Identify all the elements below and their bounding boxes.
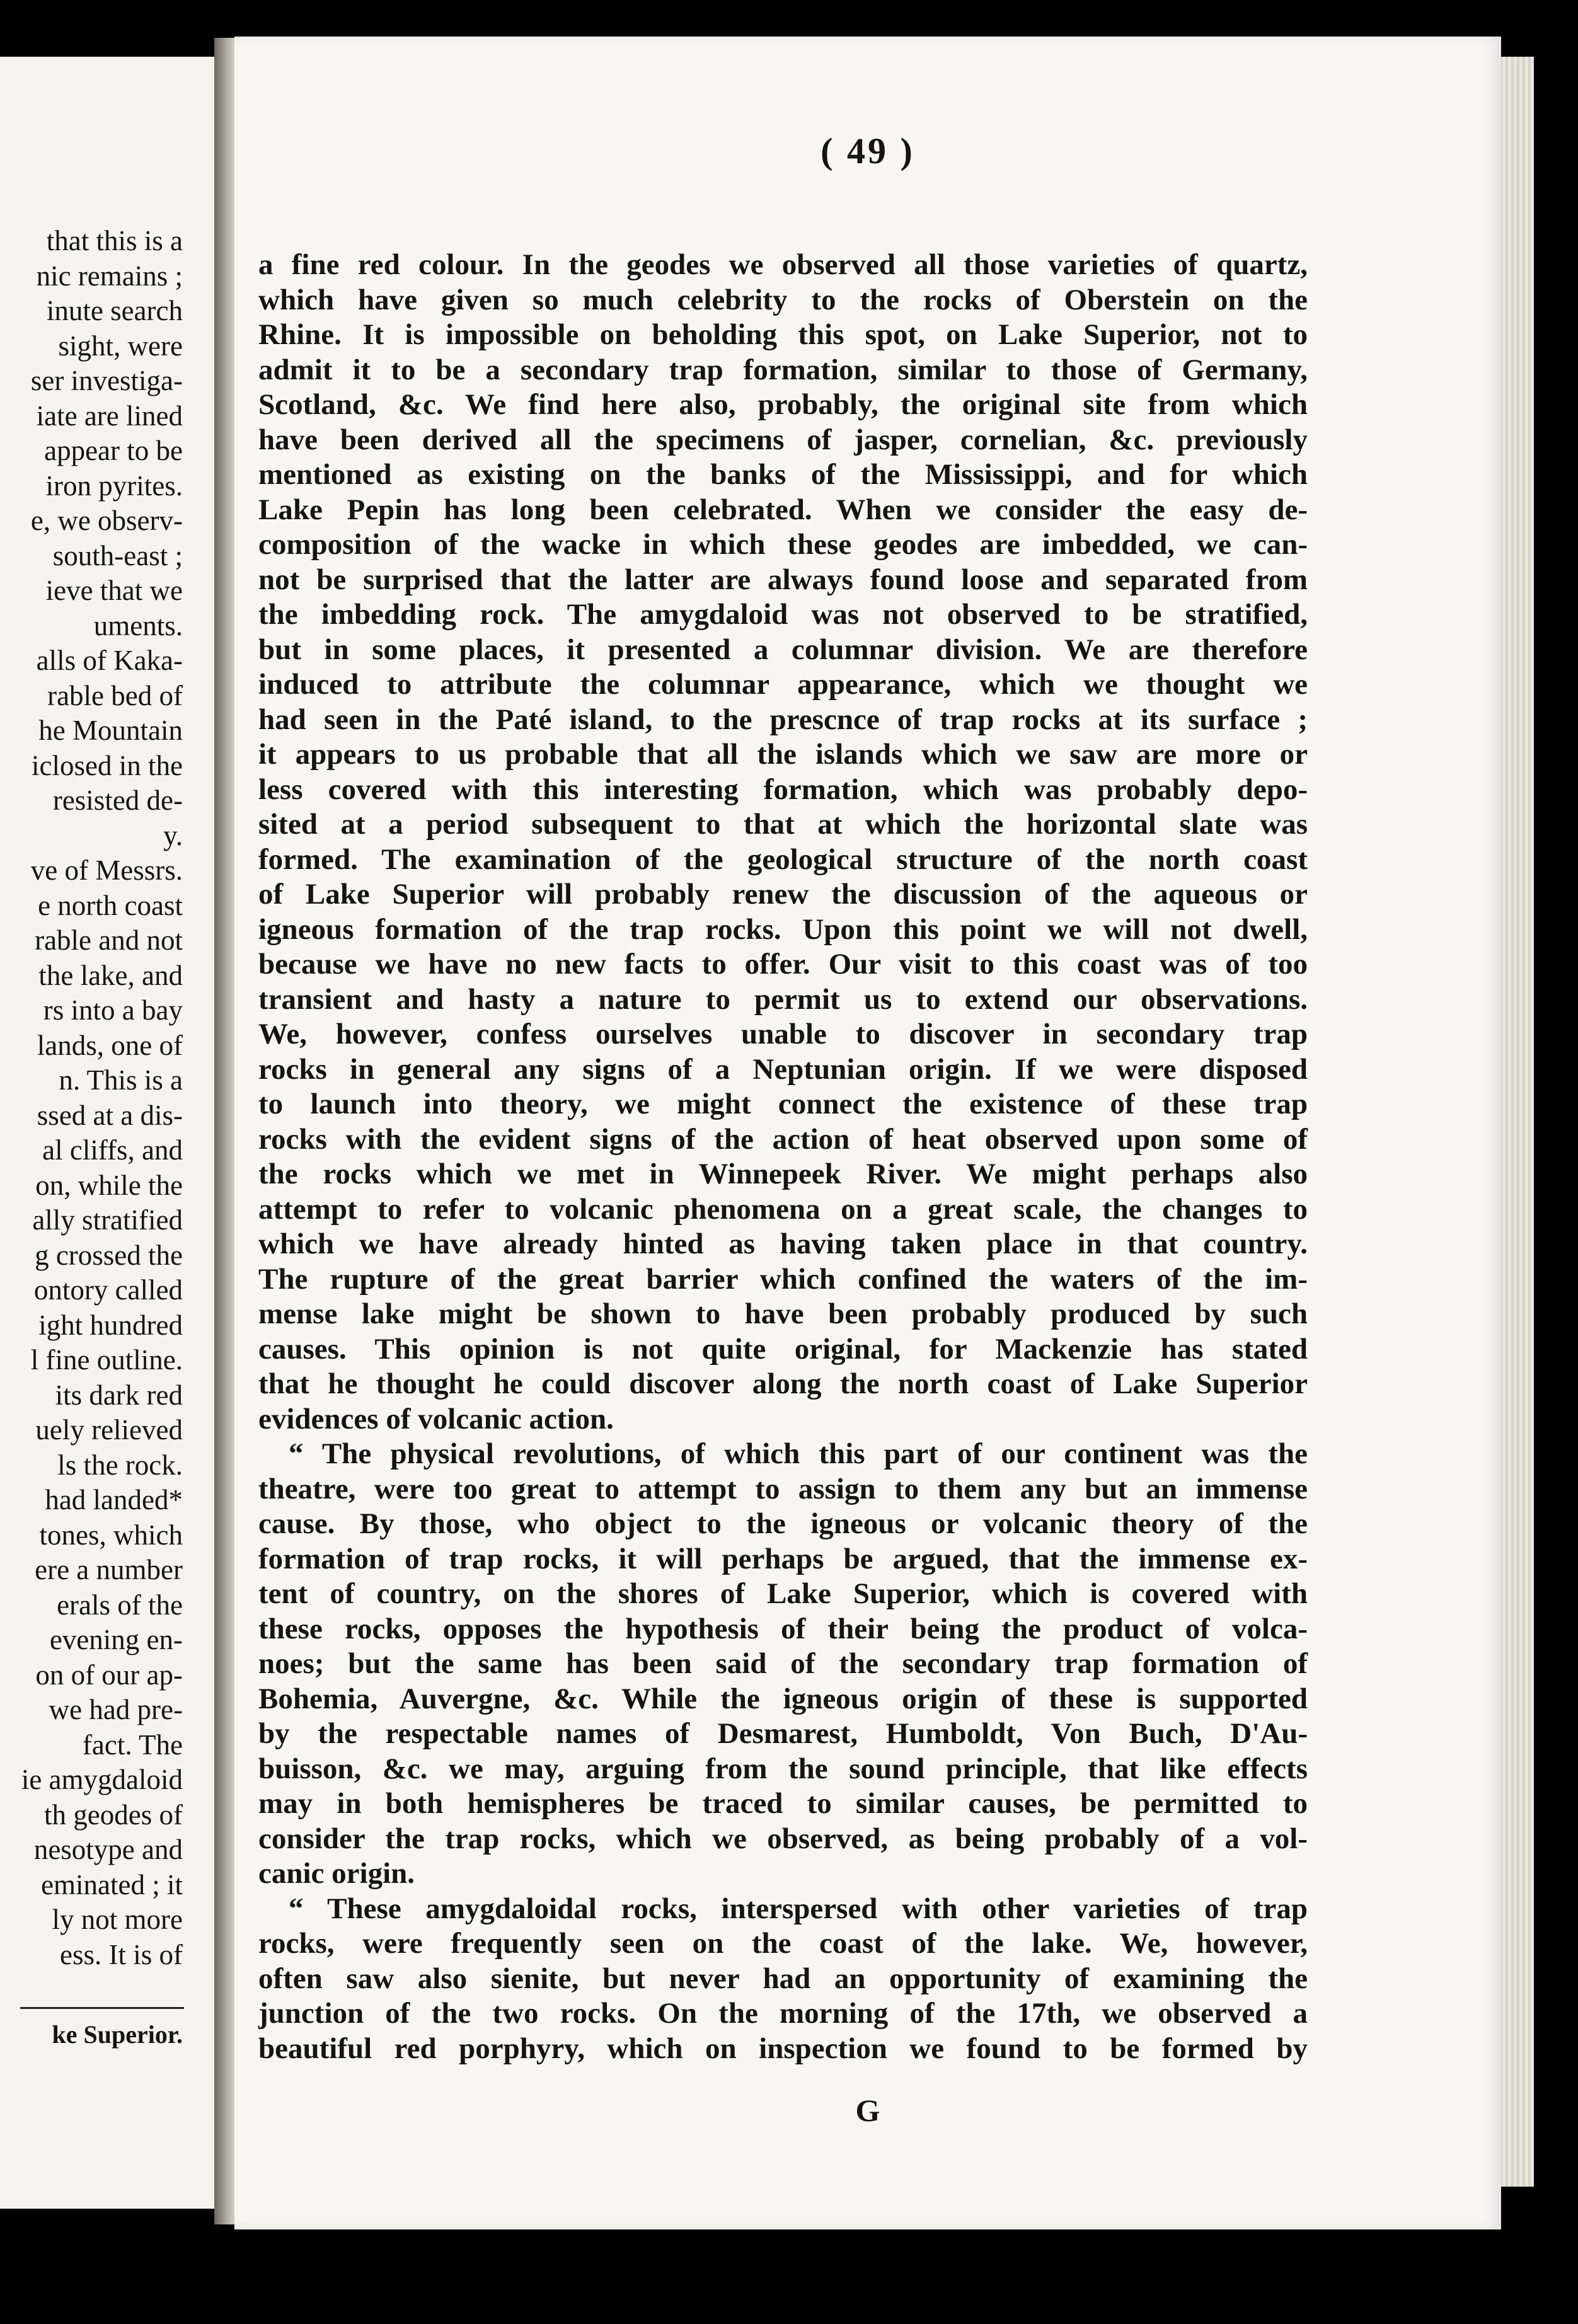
text-line: by the respectable names of Desmarest, Humboldt, Von Buch, D'Au-: [258, 1717, 1308, 1750]
previous-page-line: e north coast: [38, 889, 183, 921]
previous-page-line: ess. It is of: [60, 1938, 183, 1970]
previous-page-line: e, we observ-: [30, 505, 183, 536]
text-line: the rocks which we met in Winnepeek River. We might perhaps also: [258, 1158, 1308, 1190]
previous-page-line: that this is a: [46, 225, 183, 256]
previous-page-line: ls the rock.: [57, 1449, 183, 1481]
text-line: transient and hasty a nature to permit us to extend our observations.: [258, 982, 1308, 1016]
previous-page-line: tones, which: [39, 1519, 183, 1551]
text-line: mense lake might be shown to have been probably produced by such: [258, 1297, 1308, 1330]
previous-page-line: n. This is a: [59, 1064, 183, 1096]
previous-page-line: ally stratified: [32, 1204, 183, 1236]
previous-page-line: uely relieved: [35, 1414, 183, 1446]
text-line: less covered with this interesting formation, which was probably depo-: [258, 773, 1308, 806]
previous-page-text: [0, 224, 183, 1972]
previous-page-line: rs into a bay: [43, 994, 183, 1026]
text-line: it appears to us probable that all the islands which we saw are more or: [258, 738, 1308, 771]
text-line: these rocks, opposes the hypothesis of their being the product of volca-: [258, 1612, 1308, 1645]
previous-page-line: he Mountain: [38, 715, 183, 746]
text-line: canic origin.: [258, 1857, 415, 1890]
previous-page-line: iclosed in the: [32, 749, 183, 781]
previous-page-line: rable and not: [35, 924, 183, 956]
text-line: evidences of volcanic action.: [258, 1402, 614, 1435]
text-line: “ These amygdaloidal rocks, interspersed with other varieties of trap: [289, 1892, 1308, 1925]
previous-page-line: on, while the: [35, 1169, 183, 1201]
signature-mark: G: [855, 2093, 880, 2128]
previous-page-line: sight, were: [58, 330, 183, 362]
previous-page-line: alls of Kaka-: [36, 645, 183, 676]
previous-page-line: its dark red: [55, 1379, 183, 1411]
previous-page-line: ser investiga-: [30, 365, 183, 396]
previous-page-line: rable bed of: [47, 679, 183, 711]
text-line: had seen in the Paté island, to the prescnce of trap rocks at its surface ;: [258, 703, 1308, 736]
text-line: attempt to refer to volcanic phenomena on a great scale, the changes to: [258, 1192, 1308, 1226]
text-line: rocks in general any signs of a Neptunian origin. If we were disposed: [258, 1052, 1308, 1086]
text-line: “ The physical revolutions, of which this part of our continent was the: [289, 1437, 1308, 1470]
text-line: causes. This opinion is not quite original, for Mackenzie has stated: [258, 1332, 1308, 1366]
text-line: beautiful red porphyry, which on inspection we found to be formed by: [258, 2032, 1308, 2065]
previous-page-line: inute search: [46, 295, 183, 326]
text-line: admit it to be a secondary trap formation, similar to those of Germany,: [258, 353, 1308, 386]
text-line: formed. The examination of the geological structure of the north coast: [258, 843, 1308, 876]
text-line: theatre, were too great to attempt to assign to them any but an immense: [258, 1472, 1308, 1505]
previous-page-line: erals of the: [57, 1589, 183, 1621]
previous-page-line: evening en-: [49, 1624, 183, 1655]
previous-page-line: on of our ap-: [35, 1659, 183, 1691]
text-line: cause. By those, who object to the igneous or volcanic theory of the: [258, 1507, 1308, 1540]
previous-page-line: al cliffs, and: [42, 1134, 183, 1166]
previous-page-line: iate are lined: [36, 400, 183, 432]
text-line: to launch into theory, we might connect the existence of these trap: [258, 1088, 1308, 1120]
text-line: Scotland, &c. We find here also, probably, the original site from which: [258, 388, 1308, 421]
previous-page-line: ve of Messrs.: [30, 854, 183, 886]
page-edges: [1501, 57, 1534, 2187]
text-line: Bohemia, Auvergne, &c. While the igneous origin of these is supported: [258, 1682, 1308, 1715]
previous-page-line: fact. The: [82, 1729, 183, 1761]
previous-page-line: the lake, and: [38, 959, 183, 991]
text-line: sited at a period subsequent to that at which the horizontal slate was: [258, 808, 1308, 841]
previous-page-line: appear to be: [44, 435, 183, 466]
text-line: that he thought he could discover along the north coast of Lake Superior: [258, 1367, 1308, 1400]
text-line: buisson, &c. we may, arguing from the sound principle, that like effects: [258, 1752, 1308, 1785]
text-line: Lake Pepin has long been celebrated. When we consider the easy de-: [258, 493, 1308, 526]
text-line: the imbedding rock. The amygdaloid was not observed to be stratified,: [258, 598, 1308, 631]
previous-page-line: ssed at a dis-: [37, 1099, 183, 1131]
text-line: noes; but the same has been said of the secondary trap formation of: [258, 1647, 1308, 1680]
text-line: often saw also sienite, but never had an opportunity of examining the: [258, 1962, 1308, 1995]
text-line: tent of country, on the shores of Lake Superior, which is covered with: [258, 1577, 1308, 1610]
text-line: consider the trap rocks, which we observed, as being probably of a vol-: [258, 1822, 1308, 1855]
previous-page-line: eminated ; it: [41, 1868, 183, 1901]
previous-page-line: lands, one of: [37, 1029, 183, 1061]
book-page: [234, 37, 1501, 2229]
text-line: formation of trap rocks, it will perhaps be argued, that the immense ex-: [258, 1542, 1308, 1575]
text-line: which have given so much celebrity to the rocks of Oberstein on the: [258, 283, 1308, 316]
text-line: igneous formation of the trap rocks. Upon this point we will not dwell,: [258, 912, 1308, 946]
text-line: Rhine. It is impossible on beholding this spot, on Lake Superior, not to: [258, 318, 1308, 351]
previous-page-line: nesotype and: [33, 1834, 183, 1865]
text-line: which we have already hinted as having taken place in that country.: [258, 1228, 1308, 1260]
previous-page-line: y.: [163, 819, 183, 851]
previous-page-line: nic remains ;: [36, 260, 183, 292]
text-line: We, however, confess ourselves unable to discover in secondary trap: [258, 1018, 1308, 1050]
previous-page-line: l fine outline.: [30, 1344, 183, 1376]
previous-page-line: g crossed the: [35, 1239, 183, 1271]
previous-page-line: th geodes of: [44, 1798, 183, 1831]
previous-page-line: uments.: [93, 609, 183, 641]
text-line: may in both hemispheres be traced to similar causes, be permitted to: [258, 1787, 1308, 1820]
text-line: not be surprised that the latter are always found loose and separated from: [258, 563, 1308, 596]
text-line: of Lake Superior will probably renew the discussion of the aqueous or: [258, 878, 1308, 911]
text-line: have been derived all the specimens of jasper, cornelian, &c. previously: [258, 423, 1308, 456]
text-line: mentioned as existing on the banks of the Mississippi, and for which: [258, 458, 1308, 491]
previous-page-line: ontory called: [33, 1274, 183, 1306]
page-body-text: [258, 248, 1308, 2066]
footnote-rule: [20, 2007, 184, 2009]
text-line: The rupture of the great barrier which confined the waters of the im-: [258, 1262, 1308, 1296]
text-line: composition of the wacke in which these geodes are imbedded, we can-: [258, 528, 1308, 561]
text-line: rocks, were frequently seen on the coast of the lake. We, however,: [258, 1927, 1308, 1960]
previous-page-line: ieve that we: [45, 575, 183, 606]
previous-page-line: south-east ;: [52, 539, 183, 572]
text-line: induced to attribute the columnar appearance, which we thought we: [258, 668, 1308, 701]
previous-page-line: ere a number: [35, 1554, 183, 1585]
page-number: ( 49 ): [821, 130, 915, 171]
previous-page-line: ly not more: [52, 1904, 183, 1935]
text-line: junction of the two rocks. On the morning of the 17th, we observed a: [258, 1997, 1308, 2030]
text-line: rocks with the evident signs of the action of heat observed upon some of: [258, 1122, 1308, 1156]
previous-page-line: resisted de-: [52, 785, 183, 816]
previous-page-line: iron pyrites.: [45, 469, 183, 502]
text-line: because we have no new facts to offer. Our visit to this coast was of too: [258, 948, 1308, 981]
text-line: a fine red colour. In the geodes we observed all those varieties of quartz,: [258, 248, 1308, 281]
previous-page-line: ight hundred: [38, 1309, 183, 1341]
previous-page-line: had landed*: [45, 1484, 183, 1516]
previous-page-line: ie amygdaloid: [21, 1764, 183, 1795]
previous-page-fragment: [0, 57, 218, 2209]
text-line: but in some places, it presented a columnar division. We are therefore: [258, 633, 1308, 666]
previous-page-line: we had pre-: [49, 1694, 183, 1725]
previous-page-footnote: ke Superior.: [52, 2020, 183, 2049]
